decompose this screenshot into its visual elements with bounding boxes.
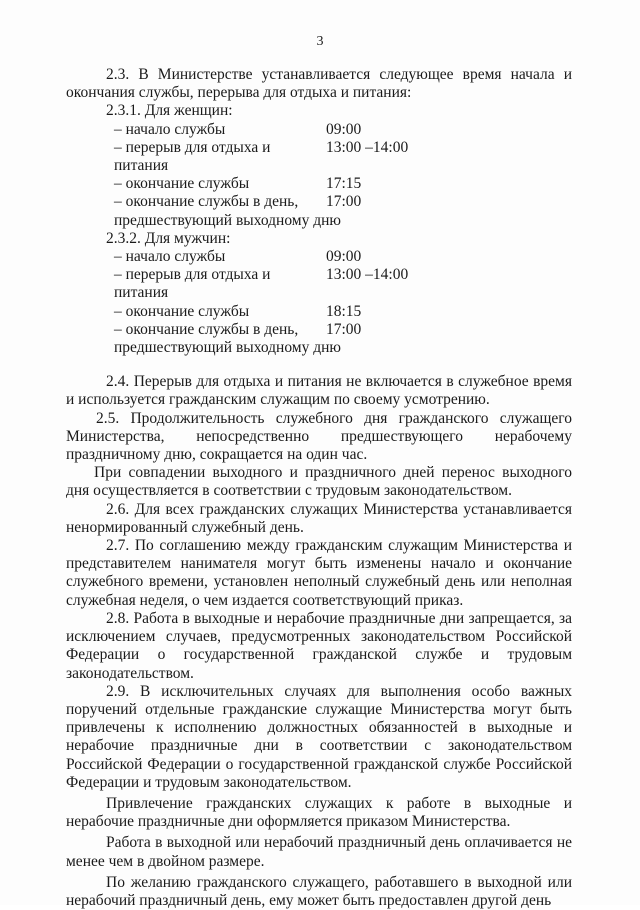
men-row-start: [66, 248, 572, 266]
schedule-label: – начало службы: [114, 120, 226, 138]
paragraph-double-pay: Работа в выходной или нерабочий праздничный день оплачивается не менее чем в двойном размере.: [66, 834, 572, 870]
page-number: 3: [316, 34, 324, 49]
paragraph-2-3-intro: 2.3. В Министерстве устанавливается следующее время начала и окончания службы, перерыва для отдыха и питания:: [66, 66, 572, 102]
men-row-end-pre-holiday: [66, 321, 572, 339]
paragraph-weekend-transfer: При совпадении выходного и праздничного дней перенос выходного дня осуществляется в соответствии с трудовым законодательством.: [66, 464, 572, 500]
schedule-time: 13:00 –14:00: [326, 266, 409, 284]
schedule-time: 17:00: [326, 320, 362, 338]
schedule-label: – начало службы: [114, 248, 226, 266]
schedule-time: 09:00: [326, 120, 362, 138]
paragraph-2-9: 2.9. В исключительных случаях для выполнения особо важных поручений отдельные гражданские служащие Министерства могут быть привлечены к исполнению должностных обязанностей в выходные и нерабочие праздничные дни в соответствии с законодательством Российской Федерации о государственной гражданской службе Российской Федерации и трудовым законодательством.: [66, 682, 572, 791]
paragraph-2-7: 2.7. По соглашению между гражданским служащим Министерства и представителем нанимателя могут быть изменены начало и окончание служебного времени, установлен неполный служебный день или неполная служебная неделя, о чем издается соответствующий приказ.: [66, 537, 572, 609]
paragraph-2-6: 2.6. Для всех гражданских служащих Министерства устанавливается ненормированный служебный день.: [66, 500, 572, 536]
paragraph-2-8: 2.8. Работа в выходные и нерабочие праздничные дни запрещается, за исключением случаев, предусмотренных законодательством Российской Федерации о государственной гражданской службе и трудовым законодательством.: [66, 609, 572, 682]
women-row-continuation: предшествующий выходному дню: [114, 211, 342, 229]
schedule-time: 13:00 –14:00: [326, 138, 409, 156]
men-row-continuation: предшествующий выходному дню: [114, 339, 342, 357]
schedule-time: 17:00: [326, 193, 362, 211]
women-row-end-pre-holiday: [66, 193, 572, 211]
men-row-end: [66, 303, 572, 321]
schedule-time: 09:00: [326, 248, 362, 266]
paragraph-2-4: 2.4. Перерыв для отдыха и питания не включается в служебное время и используется гражданским служащим по своему усмотрению.: [66, 373, 572, 409]
paragraph-day-off: По желанию гражданского служащего, работавшего в выходной или нерабочий праздничный день, ему может быть предоставлен другой день: [66, 873, 572, 909]
schedule-label: – окончание службы: [114, 302, 250, 320]
schedule-label: – окончание службы в день,: [114, 320, 299, 338]
schedule-label: – окончание службы в день,: [114, 193, 299, 211]
women-row-end: [66, 175, 572, 193]
schedule-time: 17:15: [326, 175, 362, 193]
women-row-start: [66, 121, 572, 139]
schedule-label: – перерыв для отдыха и питания: [114, 138, 271, 175]
schedule-label: – перерыв для отдыха и питания: [114, 266, 271, 302]
paragraph-involvement-order: Привлечение гражданских служащих к работе в выходные и нерабочие праздничные дни оформляется приказом Министерства.: [66, 794, 572, 831]
schedule-time: 18:15: [326, 302, 362, 320]
men-heading: 2.3.2. Для мужчин:: [106, 229, 231, 247]
spacer: [66, 357, 572, 373]
paragraph-2-5: 2.5. Продолжительность служебного дня гражданского служащего Министерства, непосредственно предшествующего нерабочему праздничному дню, сокращается на один час.: [66, 409, 572, 464]
men-row-break: [66, 266, 572, 302]
women-row-break: [66, 139, 572, 175]
document-body: [66, 66, 572, 910]
women-heading: 2.3.1. Для женщин:: [106, 102, 233, 120]
schedule-label: – окончание службы: [114, 175, 250, 193]
